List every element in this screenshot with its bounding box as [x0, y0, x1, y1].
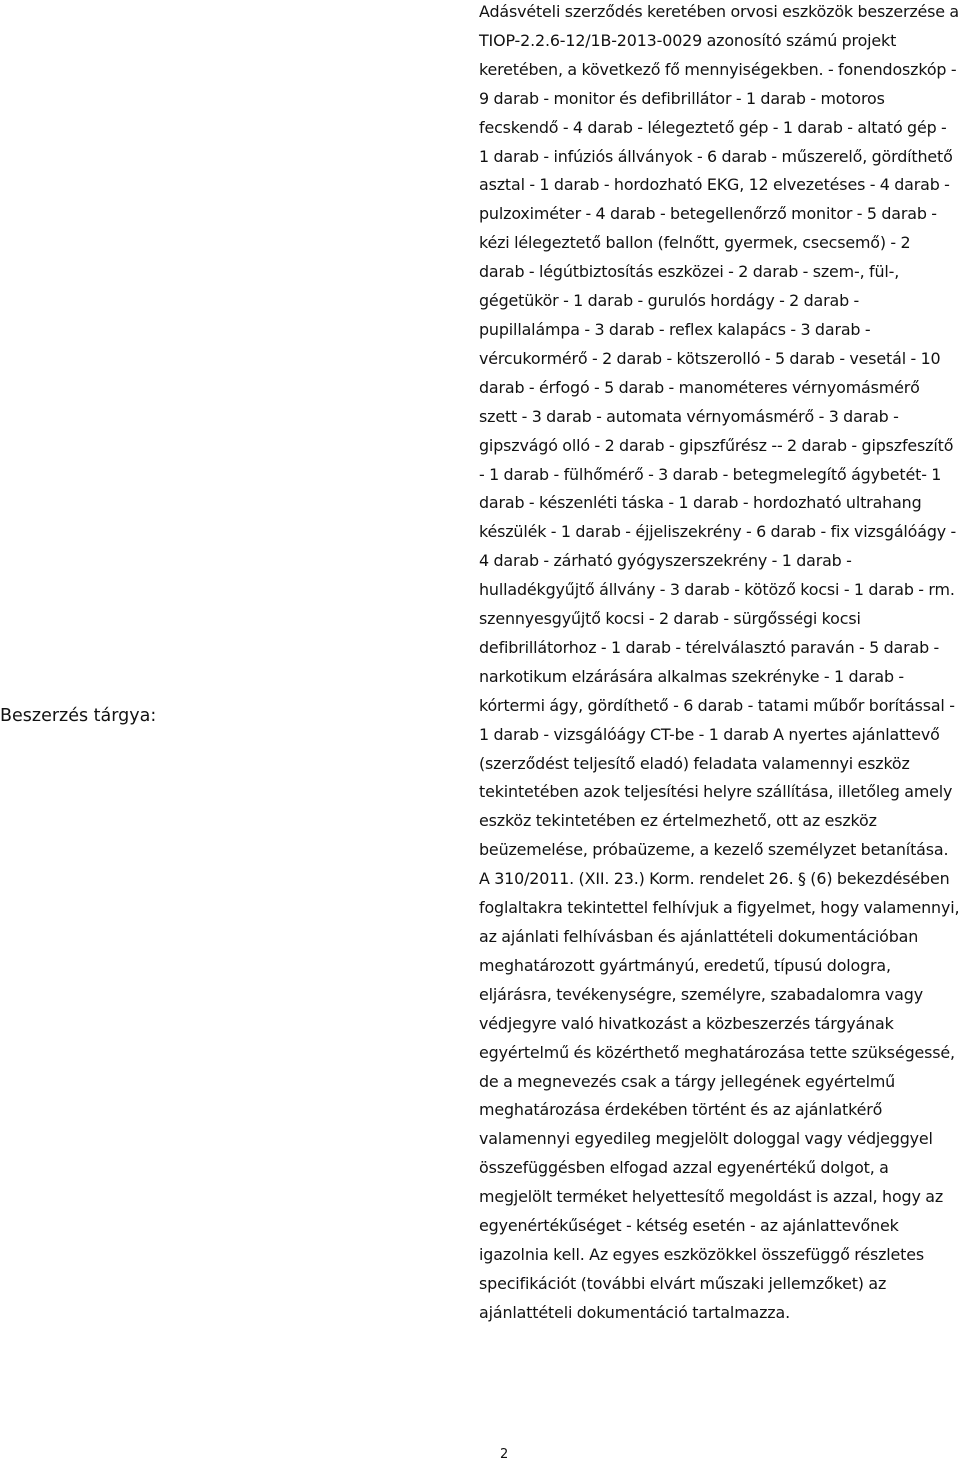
page-number: 2	[500, 1447, 509, 1462]
field-label-procurement-subject: Beszerzés tárgya:	[0, 706, 157, 726]
field-value-procurement-subject: Adásvételi szerződés keretében orvosi eszközök beszerzése a TIOP-2.2.6-12/1B-2013-0029 azonosító számú projekt keretében, a következő fő mennyiségekben. - fonendoszkóp - 9 darab - monitor és defibrillátor - 1 darab - motoros fecskendő - 4 darab - lélegeztető gép - 1 darab - altató gép - 1 darab - infúziós állványok - 6 darab - műszerelő, gördíthető asztal - 1 darab - hordozható EKG, 12 elvezetéses - 4 darab - pulzoximéter - 4 darab - betegellenőrző monitor - 5 darab - kézi lélegeztető ballon (felnőtt, gyermek, csecsemő) - 2 darab - légútbiztosítás eszközei - 2 darab - szem-, fül-, gégetükör - 1 darab - gurulós hordágy - 2 darab - pupillalámpa - 3 darab - reflex kalapács - 3 darab - vércukormérő - 2 darab - kötszerolló - 5 darab - vesetál - 10 darab - érfogó - 5 darab - manométeres vérnyomásmérő szett - 3 darab - automata vérnyomásmérő - 3 darab - gipszvágó olló - 2 darab - gipszfűrész -- 2 darab - gipszfeszítő - 1 darab - fülhőmérő - 3 darab - betegmelegítő ágybetét- 1 darab - készenléti táska - 1 darab - hordozható ultrahang készülék - 1 darab - éjjeliszekrény - 6 darab - fix vizsgálóágy - 4 darab - zárható gyógyszerszekrény - 1 darab - hulladékgyűjtő állvány - 3 darab - kötöző kocsi - 1 darab - rm. szennyesgyűjtő kocsi - 2 darab - sürgősségi kocsi defibrillátorhoz - 1 darab - térelválasztó paraván - 5 darab - narkotikum elzárására alkalmas szekrényke - 1 darab - kórtermi ágy, gördíthető - 6 darab - tatami műbőr borítással - 1 darab - vizsgálóágy CT-be - 1 darab A nyertes ajánlattevő (szerződést teljesítő eladó) feladata valamennyi eszköz tekintetében azok teljesítési helyre szállítása, illetőleg amely eszköz tekintetében ez értelmezhető, ott az eszköz beüzemelése, próbaüzeme, a kezelő személyzet betanítása. A 310/2011. (XII. 23.) Korm. rendelet 26. § (6) bekezdésében foglaltakra tekintettel felhívjuk a figyelmet, hogy valamennyi, az ajánlati felhívásban és ajánlattételi dokumentációban meghatározott gyártmányú, eredetű, típusú dologra, eljárásra, tevékenységre, személyre, szabadalomra vagy védjegyre való hivatkozást a közbeszerzés tárgyának egyértelmű és közérthető meghatározása tette szükségessé, de a megnevezés csak a tárgy jellegének egyértelmű meghatározása érdekében történt és az ajánlatkérő valamennyi egyedileg megjelölt dologgal vagy védjeggyel összefüggésben elfogad azzal egyenértékű dolgot, a megjelölt terméket helyettesítő megoldást is azzal, hogy az egyenértékűséget - kétség esetén - az ajánlattevőnek igazolnia kell. Az egyes eszközökkel összefüggő részletes specifikációt (további elvárt műszaki jellemzőket) az ajánlattételi dokumentáció tartalmazza.	[479, 2, 960, 1322]
